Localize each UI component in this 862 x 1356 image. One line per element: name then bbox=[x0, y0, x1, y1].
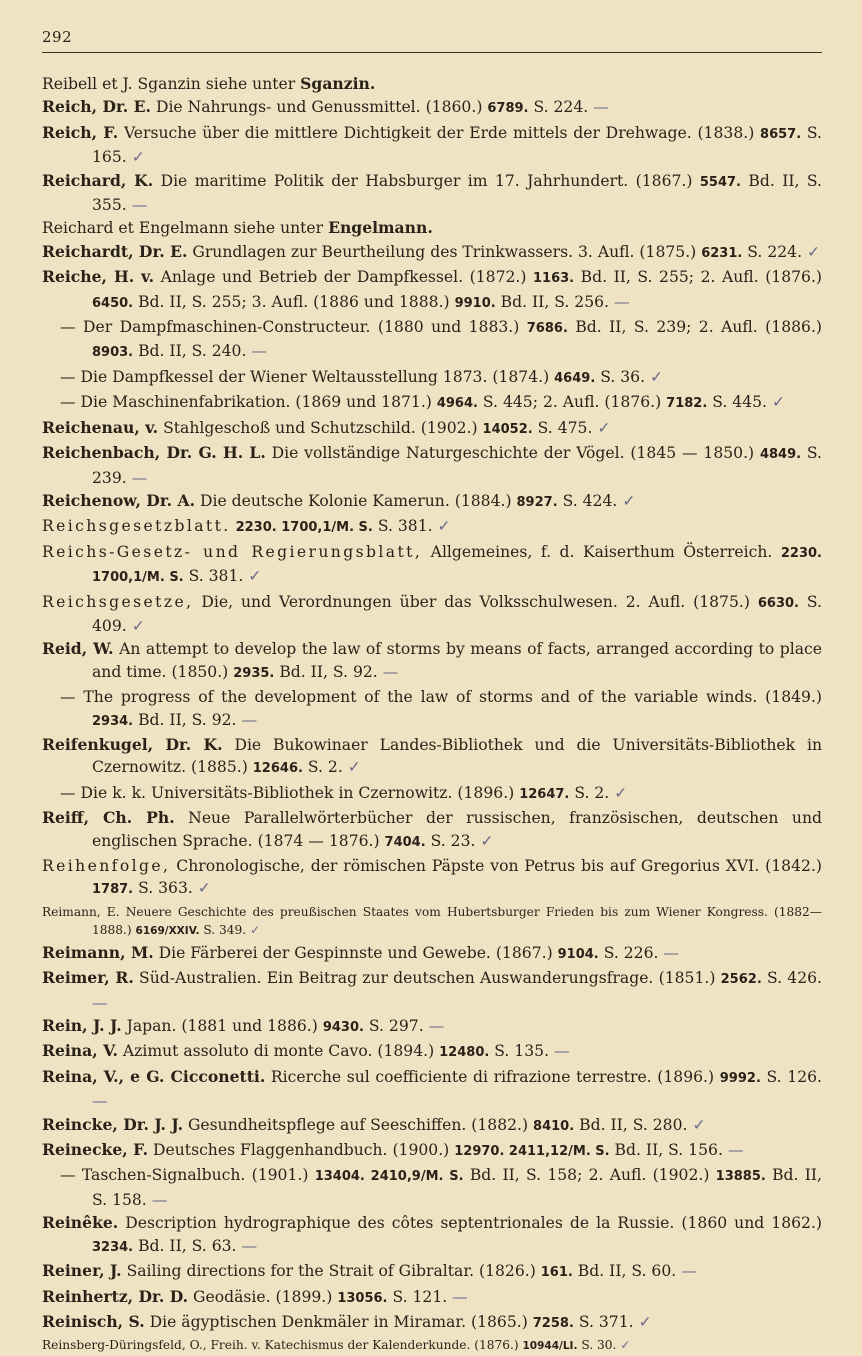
handwritten-mark: ✓ bbox=[592, 418, 611, 437]
handwritten-mark: ✓ bbox=[243, 567, 262, 586]
catalog-entry bbox=[42, 734, 822, 781]
handwritten-mark: ✓ bbox=[342, 758, 361, 777]
entry-text: Bd. II, S. 156. bbox=[609, 1141, 723, 1160]
entry-text: Azimut assoluto di monte Cavo. (1894.) bbox=[117, 1042, 440, 1061]
call-number: 6630. bbox=[757, 595, 799, 611]
entry-text: S. 165. bbox=[92, 123, 822, 167]
entry-text: Allgemeines, f. d. Kaiserthum Österreich. bbox=[422, 542, 781, 561]
call-number: 8903. bbox=[92, 345, 134, 361]
call-number: 13404. 2410,9/M. S. bbox=[314, 1169, 464, 1185]
handwritten-mark: ✓ bbox=[767, 393, 786, 412]
call-number: 12646. bbox=[252, 761, 303, 777]
entry-text: Bd. II, S. 355. bbox=[92, 171, 822, 215]
entry-text: Die ägyptischen Denkmäler in Miramar. (1865.) bbox=[144, 1312, 533, 1331]
catalog-entry bbox=[42, 266, 822, 315]
entry-author: Reinecke, F. bbox=[42, 1140, 149, 1160]
entry-text: Bd. II, S. 92. bbox=[274, 662, 378, 681]
catalog-entry bbox=[42, 807, 822, 854]
entry-text: Bd. II, S. 158. bbox=[92, 1166, 823, 1209]
entry-text: S. 224. bbox=[528, 98, 589, 117]
catalog-entry bbox=[42, 1015, 822, 1039]
entry-author: Reichardt, Dr. E. bbox=[42, 241, 188, 261]
catalog-entry bbox=[42, 417, 822, 441]
entry-text: — Der Dampfmaschinen-Constructeur. (1880 und 1883.) bbox=[60, 318, 527, 337]
sub-entry bbox=[42, 1164, 822, 1211]
call-number: 14052. bbox=[482, 421, 533, 437]
entry-text: Bd. II, S. 255; 3. Aufl. (1886 und 1888.) bbox=[133, 292, 455, 311]
handwritten-mark: — bbox=[676, 1262, 697, 1281]
catalog-entry bbox=[42, 903, 822, 941]
handwritten-mark: ✓ bbox=[246, 923, 261, 938]
handwritten-mark: — bbox=[146, 1190, 168, 1209]
entry-text: Die Färberei der Gespinnste und Gewebe. (1867.) bbox=[153, 943, 558, 962]
call-number: 7258. bbox=[532, 1315, 574, 1331]
entry-text: Description hydrographique des côtes septentrionales de la Russie. (1860 und 1862.) bbox=[118, 1214, 822, 1233]
entry-text: S. 381. bbox=[183, 567, 244, 586]
entry-text: Ricerche sul coefficiente di rifrazione terrestre. (1896.) bbox=[265, 1067, 720, 1086]
handwritten-mark: — bbox=[722, 1141, 744, 1160]
call-number: 6789. bbox=[487, 101, 529, 117]
catalog-entry bbox=[42, 638, 822, 685]
call-number: 2934. bbox=[92, 713, 134, 729]
catalog-entry bbox=[42, 96, 822, 120]
catalog-entry bbox=[42, 241, 822, 265]
catalog-entry bbox=[42, 1286, 822, 1310]
call-number: 4849. bbox=[759, 447, 802, 463]
handwritten-mark: ✓ bbox=[687, 1115, 706, 1134]
entry-text: Japan. (1881 und 1886.) bbox=[121, 1017, 323, 1036]
entry-text: Anlage und Betrieb der Dampfkessel. (1872.) bbox=[154, 268, 533, 287]
entry-text: — The progress of the development of the law of storms and of the variable winds. (1849.) bbox=[60, 688, 822, 707]
entry-text: S. 224. bbox=[742, 242, 803, 261]
call-number: 7182. bbox=[666, 396, 708, 412]
entry-author: Reimer, R. bbox=[42, 968, 134, 988]
handwritten-mark: — bbox=[92, 1092, 108, 1111]
call-number: 1163. bbox=[533, 271, 575, 287]
handwritten-mark: ✓ bbox=[192, 879, 211, 898]
catalog-entry bbox=[42, 541, 822, 590]
entry-author: Reid, W. bbox=[42, 639, 114, 659]
page-number: 292 bbox=[42, 28, 73, 46]
handwritten-mark: ✓ bbox=[616, 1338, 631, 1353]
entry-heading-spaced: Reichsgesetze, bbox=[42, 592, 194, 611]
entry-author: Reinisch, S. bbox=[42, 1311, 145, 1331]
call-number: 8657. bbox=[760, 126, 802, 142]
entry-text: S. 445; 2. Aufl. (1876.) bbox=[477, 393, 667, 412]
entry-text: Bd. II, S. 280. bbox=[574, 1115, 688, 1134]
entry-author: Reina, V. bbox=[42, 1041, 118, 1061]
call-number: 13885. bbox=[715, 1169, 766, 1185]
catalog-entry bbox=[42, 1040, 822, 1064]
sub-entry bbox=[42, 782, 822, 806]
call-number: 9910. bbox=[454, 295, 496, 311]
entry-text: Bd. II, S. 60. bbox=[572, 1262, 677, 1281]
call-number: 6231. bbox=[701, 245, 743, 261]
handwritten-mark: — bbox=[246, 342, 267, 361]
entry-author: Reichenau, v. bbox=[42, 417, 159, 437]
entry-text: S. 30. bbox=[577, 1338, 617, 1353]
entry-text: Bd. II, S. 240. bbox=[133, 342, 247, 361]
entry-text: Die, und Verordnungen über das Volksschulwesen. 2. Aufl. (1875.) bbox=[193, 592, 758, 611]
handwritten-mark: — bbox=[447, 1287, 468, 1306]
entry-text: Geodäsie. (1899.) bbox=[188, 1287, 338, 1306]
entry-author: Reich, F. bbox=[42, 122, 119, 142]
call-number: 9430. bbox=[322, 1020, 364, 1036]
call-number: 2230. 1700,1/M. S. bbox=[92, 545, 822, 586]
catalog-entry bbox=[42, 73, 822, 95]
handwritten-mark: — bbox=[549, 1042, 570, 1061]
call-number: 1787. bbox=[92, 882, 134, 898]
handwritten-mark: — bbox=[377, 662, 399, 681]
entry-text: Die vollständige Naturgeschichte der Vögel. (1845 — 1850.) bbox=[265, 444, 760, 463]
entry-text: S. 409. bbox=[92, 592, 823, 635]
catalog-entry bbox=[42, 515, 822, 539]
catalog-entry bbox=[42, 170, 822, 217]
entry-text: Die deutsche Kolonie Kamerun. (1884.) bbox=[195, 491, 517, 510]
entry-text: S. 239. bbox=[92, 444, 822, 487]
catalog-entry bbox=[42, 1336, 822, 1356]
entry-text: Bd. II, S. 92. bbox=[133, 710, 237, 729]
catalog-entry bbox=[42, 1212, 822, 1259]
handwritten-mark: — bbox=[236, 1236, 258, 1255]
call-number: 2230. 1700,1/M. S. bbox=[235, 520, 373, 536]
sub-entry bbox=[42, 316, 822, 365]
sub-entry bbox=[42, 391, 822, 415]
entry-text: S. 426. bbox=[761, 969, 822, 988]
entry-text: Reinsberg-Düringsfeld, O., Freih. v. Katechismus der Kalenderkunde. (1876.) bbox=[42, 1338, 523, 1353]
entry-heading-spaced: Reichsgesetzblatt. bbox=[42, 517, 231, 536]
catalog-entry bbox=[42, 1114, 822, 1138]
entry-heading-spaced: Reichs-Gesetz- und Regierungsblatt, bbox=[42, 542, 423, 561]
entry-text: Reichard et Engelmann siehe unter bbox=[42, 219, 329, 238]
entry-text: Gesundheitspflege auf Seeschiffen. (1882.) bbox=[183, 1115, 534, 1134]
catalog-entry bbox=[42, 122, 822, 169]
entry-author: Reiche, H. v. bbox=[42, 267, 155, 287]
entry-text: Versuche über die mittlere Dichtigkeit der Erde mittels der Drehwage. (1838.) bbox=[118, 123, 761, 142]
call-number: 7686. bbox=[526, 321, 568, 337]
handwritten-mark: ✓ bbox=[802, 242, 821, 261]
entry-text: S. 424. bbox=[557, 491, 618, 510]
handwritten-mark: — bbox=[609, 292, 630, 311]
entry-text: Bd. II, S. 158; 2. Aufl. (1902.) bbox=[463, 1166, 716, 1185]
handwritten-mark: ✓ bbox=[126, 616, 145, 635]
entry-text: S. 135. bbox=[489, 1042, 550, 1061]
handwritten-mark: — bbox=[236, 710, 258, 729]
handwritten-mark: — bbox=[658, 943, 680, 962]
entry-author: Reincke, Dr. J. J. bbox=[42, 1114, 184, 1134]
handwritten-mark: — bbox=[92, 993, 108, 1012]
entry-text: An attempt to develop the law of storms by means of facts, arranged according to place and time. (1850.) bbox=[92, 640, 822, 681]
handwritten-mark: — bbox=[588, 98, 609, 117]
entry-text: S. 297. bbox=[363, 1017, 424, 1036]
handwritten-mark: — bbox=[423, 1017, 445, 1036]
call-number: 6169/XXIV. bbox=[135, 925, 200, 938]
entry-text: S. 371. bbox=[573, 1312, 634, 1331]
catalog-entry bbox=[42, 1311, 822, 1335]
handwritten-mark: ✓ bbox=[617, 491, 636, 510]
entry-text: S. 2. bbox=[302, 758, 343, 777]
call-number: 9104. bbox=[557, 946, 599, 962]
call-number: 161. bbox=[540, 1265, 573, 1281]
call-number: 9992. bbox=[719, 1070, 761, 1086]
entry-author: Reiner, J. bbox=[42, 1261, 122, 1281]
entry-text: S. 126. bbox=[760, 1067, 823, 1086]
entry-text: Die Nahrungs- und Genussmittel. (1860.) bbox=[150, 98, 488, 117]
entry-author: Reimann, M. bbox=[42, 942, 154, 962]
handwritten-mark: ✓ bbox=[126, 148, 145, 167]
call-number: 8927. bbox=[516, 494, 558, 510]
call-number: 12970. 2411,12/M. S. bbox=[454, 1144, 610, 1160]
call-number: 13056. bbox=[337, 1290, 388, 1306]
call-number: 4964. bbox=[436, 396, 478, 412]
entry-text: Reimann, E. Neuere Geschichte des preußischen Staates vom Hubertsburger Frieden bis zum Wiener Kongress. (1882—1888.) bbox=[42, 904, 822, 938]
entry-text: S. 2. bbox=[569, 783, 610, 802]
call-number: 3234. bbox=[92, 1239, 134, 1255]
entry-text: S. 349. bbox=[199, 923, 247, 938]
call-number: 12480. bbox=[439, 1045, 490, 1061]
sub-entry bbox=[42, 366, 822, 390]
handwritten-mark: ✓ bbox=[475, 831, 494, 850]
handwritten-mark: ✓ bbox=[633, 1312, 652, 1331]
handwritten-mark: — bbox=[126, 196, 148, 215]
entry-text: Chronologische, der römischen Päpste von Petrus bis auf Gregorius XVI. (1842.) bbox=[170, 857, 822, 875]
entry-text: S. 363. bbox=[133, 879, 193, 898]
entry-text: Bd. II, S. 256. bbox=[495, 292, 610, 311]
catalog-entry bbox=[42, 967, 822, 1014]
entry-author: Reinêke. bbox=[42, 1213, 119, 1233]
catalog-entry bbox=[42, 855, 822, 902]
catalog-entry bbox=[42, 1260, 822, 1284]
entry-author: Reichenow, Dr. A. bbox=[42, 490, 195, 510]
entry-text: S. 381. bbox=[372, 517, 433, 536]
call-number: 8410. bbox=[533, 1118, 575, 1134]
catalog-entry bbox=[42, 490, 822, 514]
entry-author: Sganzin. bbox=[300, 74, 376, 93]
entry-heading-spaced: Reihenfolge, bbox=[42, 857, 171, 875]
entry-text: — Die Dampfkessel der Wiener Weltausstellung 1873. (1874.) bbox=[60, 367, 555, 386]
handwritten-mark: ✓ bbox=[645, 367, 664, 386]
entry-author: Reichard, K. bbox=[42, 170, 154, 190]
entry-text: Die Bukowinaer Landes-Bibliothek und die Universitäts-Bibliothek in Czernowitz. (1885.) bbox=[92, 735, 822, 777]
header-rule bbox=[42, 52, 822, 53]
entry-text: Sailing directions for the Strait of Gibraltar. (1826.) bbox=[121, 1262, 541, 1281]
catalog-entries bbox=[42, 73, 822, 1356]
entry-text: S. 475. bbox=[532, 418, 593, 437]
entry-text: Neue Parallelwörterbücher der russischen, französischen, deutschen und englischen Sprache. (1874 — 1876.) bbox=[92, 809, 822, 850]
entry-text: — Die Maschinenfabrikation. (1869 und 1871.) bbox=[60, 393, 437, 412]
entry-text: S. 445. bbox=[707, 393, 768, 412]
call-number: 6450. bbox=[92, 295, 134, 311]
entry-text: Bd. II, S. 255; 2. Aufl. (1876.) bbox=[574, 268, 823, 287]
entry-text: S. 36. bbox=[595, 367, 646, 386]
handwritten-mark: ✓ bbox=[432, 517, 451, 536]
entry-author: Reina, V., e G. Cicconetti. bbox=[42, 1066, 266, 1086]
entry-text: Bd. II, S. 63. bbox=[133, 1236, 237, 1255]
entry-text: Süd-Australien. Ein Beitrag zur deutschen Auswanderungsfrage. (1851.) bbox=[133, 969, 721, 988]
entry-author: Reichenbach, Dr. G. H. L. bbox=[42, 443, 266, 463]
call-number: 2562. bbox=[720, 972, 762, 988]
catalog-entry bbox=[42, 1139, 822, 1163]
entry-text: Bd. II, S. 239; 2. Aufl. (1886.) bbox=[567, 318, 822, 337]
call-number: 5547. bbox=[699, 174, 741, 190]
handwritten-mark: ✓ bbox=[609, 783, 628, 802]
entry-author: Reinhertz, Dr. D. bbox=[42, 1286, 189, 1306]
entry-text: Grundlagen zur Beurtheilung des Trinkwassers. 3. Aufl. (1875.) bbox=[187, 242, 702, 261]
call-number: 4649. bbox=[554, 370, 596, 386]
entry-text: — Die k. k. Universitäts-Bibliothek in Czernowitz. (1896.) bbox=[60, 783, 520, 802]
entry-author: Reich, Dr. E. bbox=[42, 97, 151, 117]
entry-text: S. 121. bbox=[387, 1287, 448, 1306]
catalog-entry bbox=[42, 591, 822, 638]
entry-author: Reifenkugel, Dr. K. bbox=[42, 734, 223, 754]
call-number: 7404. bbox=[384, 834, 426, 850]
call-number: 10944/LI. bbox=[522, 1340, 578, 1353]
handwritten-mark: — bbox=[126, 468, 148, 487]
entry-author: Reiff, Ch. Ph. bbox=[42, 808, 175, 828]
catalog-entry bbox=[42, 442, 822, 489]
call-number: 2935. bbox=[233, 665, 275, 681]
entry-author: Rein, J. J. bbox=[42, 1016, 122, 1036]
catalog-entry bbox=[42, 1066, 822, 1113]
entry-text: S. 226. bbox=[598, 943, 659, 962]
entry-text: Stahlgeschoß und Schutzschild. (1902.) bbox=[158, 418, 483, 437]
entry-author: Engelmann. bbox=[328, 218, 433, 238]
catalog-entry bbox=[42, 217, 822, 239]
call-number: 12647. bbox=[519, 786, 570, 802]
entry-text: Die maritime Politik der Habsburger im 17. Jahrhundert. (1867.) bbox=[153, 171, 700, 190]
entry-text: Reibell et J. Sganzin siehe unter bbox=[42, 75, 301, 93]
entry-text: Deutsches Flaggenhandbuch. (1900.) bbox=[148, 1141, 455, 1160]
catalog-entry bbox=[42, 942, 822, 966]
sub-entry bbox=[42, 686, 822, 733]
entry-text: — Taschen-Signalbuch. (1901.) bbox=[60, 1166, 315, 1185]
entry-text: S. 23. bbox=[425, 831, 476, 850]
